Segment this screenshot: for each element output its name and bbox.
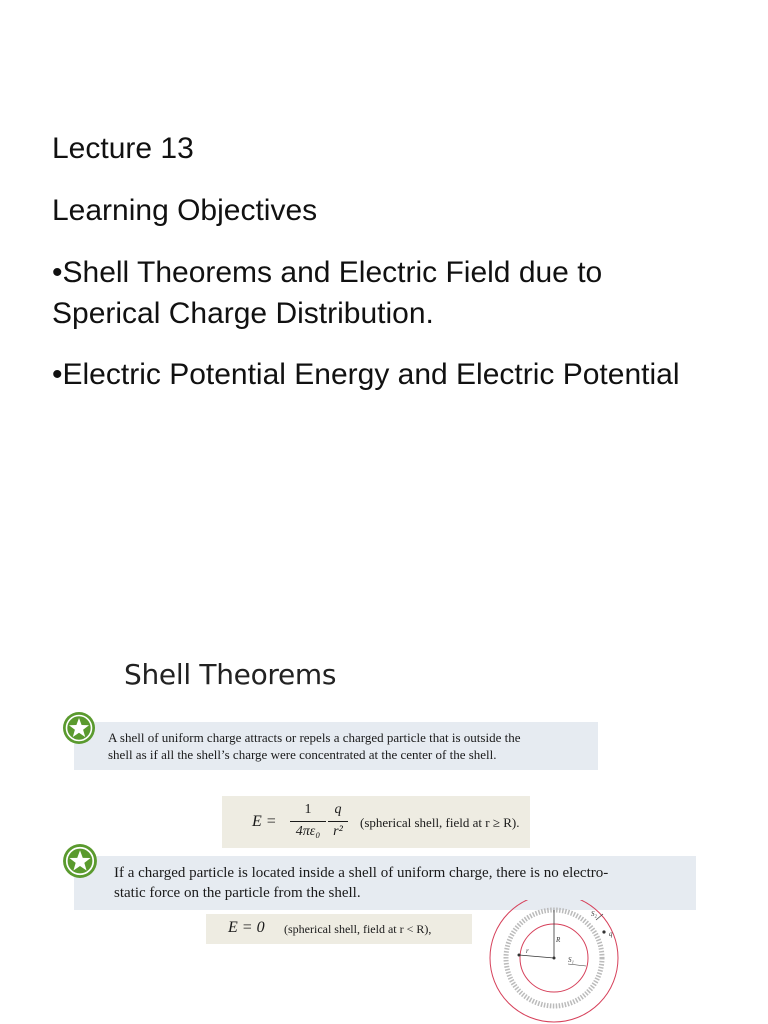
formula-1-denominator-1: 4πε₀ [295,824,321,839]
objective-item-1: •Shell Theorems and Electric Field due to Sperical Charge Distribution. [52,256,603,330]
formula-2-note: (spherical shell, field at r < R), [284,922,432,936]
objectives-heading: Learning Objectives [52,194,318,227]
theorem-2-line-1: If a charged particle is located inside a shell of uniform charge, there is no electro- [114,865,609,881]
star-icon [62,843,98,879]
diagram-label-s1: S₁ [568,956,574,964]
fraction-bar-2 [328,821,348,822]
spherical-shell-diagram [488,900,638,1024]
theorem-2-line-2: static force on the particle from the shell. [114,885,361,901]
diagram-label-big-r: R [556,936,561,944]
formula-1-denominator-2: r² [333,824,343,839]
diagram-label-s2: S₂ [591,910,597,918]
diagram-label-q: q [609,930,613,938]
diagram-label-r: r [526,947,529,955]
star-icon [62,711,96,745]
theorem-1-line-1: A shell of uniform charge attracts or repels a charged particle that is outside the [108,730,521,745]
objective-item-2: •Electric Potential Energy and Electric Potential [52,358,680,391]
formula-1-note: (spherical shell, field at r ≥ R). [360,815,520,830]
formula-1-box [222,796,530,848]
formula-2-expr: E = 0 [228,919,265,936]
section-title: Shell Theorems [124,658,337,691]
fraction-bar-1 [290,821,326,822]
formula-2-box [206,914,472,944]
lecture-title: Lecture 13 [52,132,194,165]
formula-1-lhs: E = [252,813,277,830]
theorem-1-line-2: shell as if all the shell’s charge were concentrated at the center of the shell. [108,747,497,762]
theorem-1-box [74,722,598,770]
formula-1-numerator-2: q [334,802,342,817]
formula-1-numerator-1: 1 [304,802,312,817]
